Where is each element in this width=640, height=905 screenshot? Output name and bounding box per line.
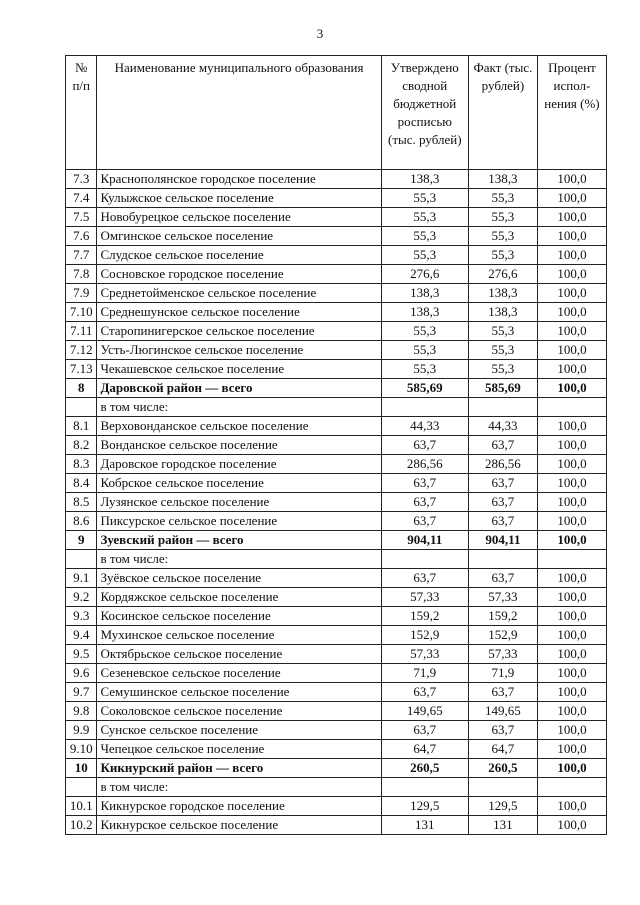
- cell-percent: 100,0: [537, 664, 606, 683]
- cell-name: Октябрьское сельское поселение: [97, 645, 381, 664]
- cell-percent: 100,0: [537, 360, 606, 379]
- table-row: [66, 265, 607, 284]
- cell-fact: 63,7: [468, 436, 537, 455]
- cell-fact: 57,33: [468, 645, 537, 664]
- cell-approved: 276,6: [381, 265, 468, 284]
- cell-percent: 100,0: [537, 227, 606, 246]
- cell-name: Кикнурское городское поселение: [97, 797, 381, 816]
- cell-percent: 100,0: [537, 284, 606, 303]
- cell-fact: 904,11: [468, 531, 537, 550]
- cell-num: 9.10: [66, 740, 97, 759]
- cell-fact: 63,7: [468, 493, 537, 512]
- table-row: [66, 797, 607, 816]
- table-row: [66, 208, 607, 227]
- cell-fact: 55,3: [468, 322, 537, 341]
- cell-fact: 55,3: [468, 341, 537, 360]
- cell-percent: 100,0: [537, 797, 606, 816]
- cell-name: Даровской район — всего: [97, 379, 381, 398]
- cell-num: 7.13: [66, 360, 97, 379]
- cell-fact: 55,3: [468, 227, 537, 246]
- cell-name: Кикнурский район — всего: [97, 759, 381, 778]
- cell-percent: 100,0: [537, 322, 606, 341]
- page-number: 3: [316, 26, 324, 41]
- cell-name: Даровское городское поселение: [97, 455, 381, 474]
- table-row: [66, 702, 607, 721]
- cell-percent: [537, 550, 606, 569]
- table-row: [66, 493, 607, 512]
- cell-fact: 63,7: [468, 683, 537, 702]
- cell-fact: 57,33: [468, 588, 537, 607]
- cell-fact: 138,3: [468, 303, 537, 322]
- cell-fact: 276,6: [468, 265, 537, 284]
- cell-name: Краснополянское городское поселение: [97, 170, 381, 189]
- table-row: [66, 778, 607, 797]
- cell-approved: [381, 398, 468, 417]
- cell-percent: 100,0: [537, 626, 606, 645]
- cell-num: 7.8: [66, 265, 97, 284]
- cell-fact: 63,7: [468, 721, 537, 740]
- cell-num: 9.6: [66, 664, 97, 683]
- cell-num: 7.11: [66, 322, 97, 341]
- cell-percent: 100,0: [537, 417, 606, 436]
- cell-percent: [537, 778, 606, 797]
- cell-num: 9: [66, 531, 97, 550]
- cell-fact: 55,3: [468, 360, 537, 379]
- table-row: [66, 455, 607, 474]
- cell-num: [66, 550, 97, 569]
- cell-fact: 286,56: [468, 455, 537, 474]
- table-row: [66, 322, 607, 341]
- cell-name: Новобурецкое сельское поселение: [97, 208, 381, 227]
- cell-approved: 63,7: [381, 436, 468, 455]
- header-percent: Процент испол-нения (%): [537, 56, 606, 170]
- cell-num: 7.12: [66, 341, 97, 360]
- table-row: [66, 398, 607, 417]
- cell-fact: [468, 550, 537, 569]
- cell-num: 7.7: [66, 246, 97, 265]
- table-row: [66, 721, 607, 740]
- header-num: № п/п: [66, 56, 97, 170]
- table-row: [66, 189, 607, 208]
- cell-name: Чепецкое сельское поселение: [97, 740, 381, 759]
- table-row: [66, 512, 607, 531]
- table-row: [66, 417, 607, 436]
- cell-num: 7.10: [66, 303, 97, 322]
- cell-approved: 63,7: [381, 569, 468, 588]
- cell-approved: 57,33: [381, 645, 468, 664]
- cell-name: Семушинское сельское поселение: [97, 683, 381, 702]
- table-row-total: [66, 531, 607, 550]
- cell-percent: 100,0: [537, 816, 606, 835]
- table-row: [66, 474, 607, 493]
- cell-name: Кикнурское сельское поселение: [97, 816, 381, 835]
- table-row: [66, 626, 607, 645]
- cell-percent: 100,0: [537, 246, 606, 265]
- cell-percent: 100,0: [537, 265, 606, 284]
- header-name: Наименование муниципального образования: [97, 56, 381, 170]
- cell-percent: [537, 398, 606, 417]
- cell-num: 8.3: [66, 455, 97, 474]
- cell-num: 7.9: [66, 284, 97, 303]
- table-row: [66, 303, 607, 322]
- header-fact: Факт (тыс. рублей): [468, 56, 537, 170]
- cell-approved: [381, 778, 468, 797]
- cell-name: Слудское сельское поселение: [97, 246, 381, 265]
- cell-approved: 159,2: [381, 607, 468, 626]
- cell-num: 10.1: [66, 797, 97, 816]
- cell-name: Мухинское сельское поселение: [97, 626, 381, 645]
- cell-percent: 100,0: [537, 607, 606, 626]
- cell-approved: 129,5: [381, 797, 468, 816]
- cell-approved: 55,3: [381, 208, 468, 227]
- cell-name: Старопинигерское сельское поселение: [97, 322, 381, 341]
- cell-percent: 100,0: [537, 170, 606, 189]
- cell-approved: 55,3: [381, 227, 468, 246]
- cell-num: 9.1: [66, 569, 97, 588]
- cell-approved: 286,56: [381, 455, 468, 474]
- cell-fact: 55,3: [468, 189, 537, 208]
- cell-name: в том числе:: [97, 398, 381, 417]
- cell-name: Лузянское сельское поселение: [97, 493, 381, 512]
- table-row: [66, 588, 607, 607]
- cell-num: [66, 778, 97, 797]
- cell-approved: 63,7: [381, 683, 468, 702]
- cell-fact: 138,3: [468, 284, 537, 303]
- table-row: [66, 645, 607, 664]
- cell-percent: 100,0: [537, 455, 606, 474]
- cell-percent: 100,0: [537, 303, 606, 322]
- cell-percent: 100,0: [537, 702, 606, 721]
- cell-percent: 100,0: [537, 645, 606, 664]
- cell-num: 10.2: [66, 816, 97, 835]
- cell-name: Усть-Люгинское сельское поселение: [97, 341, 381, 360]
- cell-approved: 131: [381, 816, 468, 835]
- table-row: [66, 816, 607, 835]
- cell-fact: 63,7: [468, 512, 537, 531]
- cell-num: 8.5: [66, 493, 97, 512]
- cell-fact: 152,9: [468, 626, 537, 645]
- cell-num: 9.3: [66, 607, 97, 626]
- cell-name: Сунское сельское поселение: [97, 721, 381, 740]
- cell-percent: 100,0: [537, 740, 606, 759]
- cell-percent: 100,0: [537, 493, 606, 512]
- table-row: [66, 740, 607, 759]
- cell-percent: 100,0: [537, 721, 606, 740]
- cell-name: Зуёвское сельское поселение: [97, 569, 381, 588]
- cell-name: Пиксурское сельское поселение: [97, 512, 381, 531]
- cell-percent: 100,0: [537, 379, 606, 398]
- cell-num: 7.5: [66, 208, 97, 227]
- cell-fact: 585,69: [468, 379, 537, 398]
- cell-fact: [468, 398, 537, 417]
- cell-num: 8.1: [66, 417, 97, 436]
- header-approved: Утверждено сводной бюджетной росписью (тыс. рублей): [381, 56, 468, 170]
- cell-fact: 159,2: [468, 607, 537, 626]
- cell-fact: [468, 778, 537, 797]
- cell-approved: 55,3: [381, 246, 468, 265]
- cell-percent: 100,0: [537, 208, 606, 227]
- cell-name: Среднетойменское сельское поселение: [97, 284, 381, 303]
- cell-percent: 100,0: [537, 531, 606, 550]
- table-row: [66, 664, 607, 683]
- cell-approved: 63,7: [381, 493, 468, 512]
- cell-num: 8.4: [66, 474, 97, 493]
- cell-percent: 100,0: [537, 474, 606, 493]
- cell-percent: 100,0: [537, 512, 606, 531]
- cell-approved: 138,3: [381, 170, 468, 189]
- cell-approved: 149,65: [381, 702, 468, 721]
- cell-name: в том числе:: [97, 778, 381, 797]
- cell-num: 7.6: [66, 227, 97, 246]
- table-row: [66, 569, 607, 588]
- cell-fact: 129,5: [468, 797, 537, 816]
- cell-name: Сезеневское сельское поселение: [97, 664, 381, 683]
- cell-approved: 63,7: [381, 474, 468, 493]
- budget-table: [65, 55, 607, 835]
- cell-approved: [381, 550, 468, 569]
- cell-name: Кордяжское сельское поселение: [97, 588, 381, 607]
- cell-name: Чекашевское сельское поселение: [97, 360, 381, 379]
- cell-fact: 260,5: [468, 759, 537, 778]
- cell-approved: 55,3: [381, 189, 468, 208]
- cell-approved: 138,3: [381, 303, 468, 322]
- table-row: [66, 360, 607, 379]
- cell-fact: 149,65: [468, 702, 537, 721]
- cell-approved: 64,7: [381, 740, 468, 759]
- cell-approved: 57,33: [381, 588, 468, 607]
- cell-name: в том числе:: [97, 550, 381, 569]
- cell-fact: 63,7: [468, 474, 537, 493]
- cell-approved: 55,3: [381, 322, 468, 341]
- table-row: [66, 227, 607, 246]
- cell-name: Кулыжское сельское поселение: [97, 189, 381, 208]
- table-row: [66, 683, 607, 702]
- table-row: [66, 550, 607, 569]
- cell-name: Вонданское сельское поселение: [97, 436, 381, 455]
- cell-approved: 585,69: [381, 379, 468, 398]
- table-body: [66, 170, 607, 835]
- cell-approved: 152,9: [381, 626, 468, 645]
- cell-percent: 100,0: [537, 436, 606, 455]
- cell-num: 7.4: [66, 189, 97, 208]
- table-row: [66, 607, 607, 626]
- cell-num: 9.7: [66, 683, 97, 702]
- cell-num: 8.2: [66, 436, 97, 455]
- cell-fact: 44,33: [468, 417, 537, 436]
- cell-fact: 71,9: [468, 664, 537, 683]
- cell-fact: 64,7: [468, 740, 537, 759]
- cell-name: Верховонданское сельское поселение: [97, 417, 381, 436]
- table-row: [66, 170, 607, 189]
- cell-fact: 138,3: [468, 170, 537, 189]
- cell-num: 9.4: [66, 626, 97, 645]
- cell-approved: 904,11: [381, 531, 468, 550]
- cell-fact: 131: [468, 816, 537, 835]
- cell-approved: 71,9: [381, 664, 468, 683]
- cell-percent: 100,0: [537, 569, 606, 588]
- cell-fact: 63,7: [468, 569, 537, 588]
- cell-fact: 55,3: [468, 208, 537, 227]
- cell-approved: 63,7: [381, 721, 468, 740]
- cell-approved: 55,3: [381, 360, 468, 379]
- cell-num: 9.2: [66, 588, 97, 607]
- cell-num: 9.9: [66, 721, 97, 740]
- cell-num: 8: [66, 379, 97, 398]
- cell-approved: 138,3: [381, 284, 468, 303]
- cell-name: Зуевский район — всего: [97, 531, 381, 550]
- table-row-total: [66, 379, 607, 398]
- cell-name: Сосновское городское поселение: [97, 265, 381, 284]
- cell-approved: 55,3: [381, 341, 468, 360]
- table-row: [66, 246, 607, 265]
- cell-percent: 100,0: [537, 189, 606, 208]
- table-row: [66, 436, 607, 455]
- table-row: [66, 284, 607, 303]
- cell-name: Кобрское сельское поселение: [97, 474, 381, 493]
- cell-approved: 44,33: [381, 417, 468, 436]
- cell-num: 8.6: [66, 512, 97, 531]
- cell-percent: 100,0: [537, 759, 606, 778]
- cell-approved: 63,7: [381, 512, 468, 531]
- cell-approved: 260,5: [381, 759, 468, 778]
- cell-num: 9.5: [66, 645, 97, 664]
- cell-percent: 100,0: [537, 588, 606, 607]
- cell-percent: 100,0: [537, 341, 606, 360]
- table-header-row: [66, 56, 607, 170]
- cell-num: 10: [66, 759, 97, 778]
- cell-name: Среднешунское сельское поселение: [97, 303, 381, 322]
- cell-name: Омгинское сельское поселение: [97, 227, 381, 246]
- cell-name: Соколовское сельское поселение: [97, 702, 381, 721]
- cell-fact: 55,3: [468, 246, 537, 265]
- cell-name: Косинское сельское поселение: [97, 607, 381, 626]
- cell-percent: 100,0: [537, 683, 606, 702]
- cell-num: 7.3: [66, 170, 97, 189]
- cell-num: [66, 398, 97, 417]
- table-row: [66, 341, 607, 360]
- table-row-total: [66, 759, 607, 778]
- cell-num: 9.8: [66, 702, 97, 721]
